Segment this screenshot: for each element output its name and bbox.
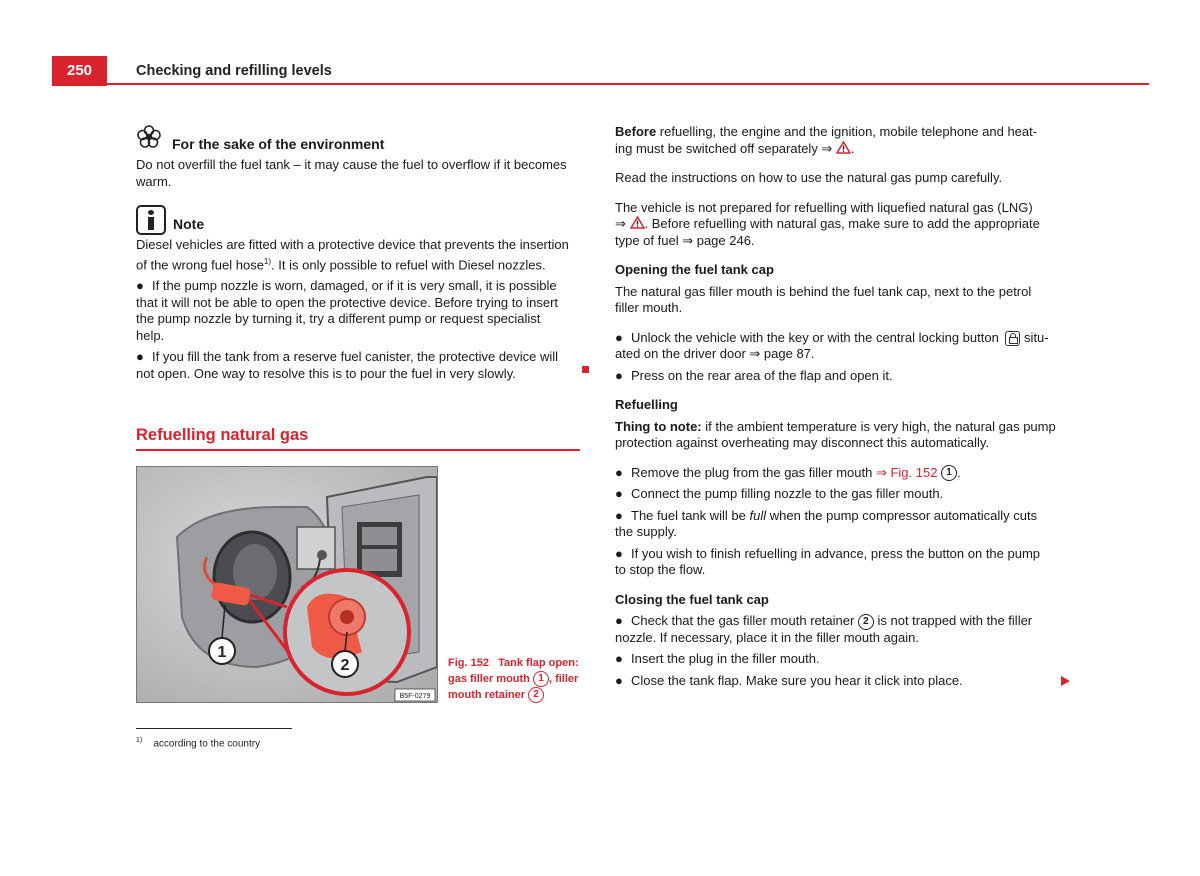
figure-reference-link[interactable]: ⇒ Fig. 152 — [875, 464, 938, 480]
page-number: 250 — [52, 56, 107, 86]
warning-icon — [630, 216, 645, 229]
svg-text:2: 2 — [340, 657, 350, 674]
footnote: $^{1)}$ according to the country — [136, 737, 261, 750]
warning-icon — [836, 141, 851, 154]
svg-text:1: 1 — [217, 644, 227, 661]
section-rule — [136, 449, 580, 451]
running-title: Checking and refilling levels — [136, 63, 332, 79]
figure-caption: Fig. 152 Tank flap open: gas filler mouth 1 , filler mouth retainer 2 — [448, 656, 588, 703]
heading-refuelling: Refuelling — [615, 397, 678, 412]
tank-flap-illustration — [137, 467, 437, 702]
note-title: Note — [173, 216, 205, 232]
continue-arrow-icon — [1061, 676, 1070, 686]
footnote-rule — [136, 728, 292, 729]
lock-button-icon — [1005, 331, 1020, 346]
end-of-section-mark — [582, 366, 589, 373]
right-column: Before refuelling, the engine and the ignition, mobile telephone and heat- ing must be switched off separately ⇒ . Read the instructions on how to use the natural gas pump carefully. The vehicle is not prepared for refuelling with liquefied natural gas (LNG) ⇒ . Before refuelling with natural gas, make sure to add the appropriate type of fuel ⇒ page 246. Opening the fuel tank cap The natural gas filler mouth is behind the fuel tank cap, next to the petrol filler mouth. ● Unlock the vehicle with the key or with the central locking button situ- ated on the driver door ⇒ page 87. ● Press on the rear area of the flap and open it. Refuelling Thing to note: if the ambient temperature is very high, the natural gas pump protection against overheating may disconnect this automatically. ● Remove the plug from the gas filler mouth ⇒ Fig. 152 1 . ● Connect the pump filling nozzle to the gas filler mouth. ● The fuel tank will be full when the pump compressor automatically cuts the supply. ● If you wish to finish refuelling in advance, press the button on the pump to stop the flow. Closing the fuel tank cap ● Check that the gas filler mouth retainer 2 is not trapped with the filler nozzle. If necessary, place it in the filler mouth again. ● Insert the plug in the filler mouth. ● Close the tank flap. Make sure you hear it click into place. — [615, 124, 1065, 689]
figure-code: B5F-0279 — [399, 693, 431, 700]
figure-illustration — [136, 466, 438, 703]
environment-title: For the sake of the environment — [172, 136, 385, 152]
environment-text: Do not overfill the fuel tank – it may cause the fuel to overflow if it becomes warm. — [136, 157, 567, 189]
flower-icon — [136, 124, 162, 150]
header-rule — [52, 83, 1149, 85]
section-title: Refuelling natural gas — [136, 426, 309, 444]
note-text: Diesel vehicles are fitted with a protective device that prevents the insertion of the wrong fuel hose$^{1)}$. It is only possible to refuel with Diesel nozzles. ● If the pump nozzle is worn, damaged, or if it is very small, it is possible that it will not be able to open the protective device. Before trying to insert the pump nozzle by turning it, try a different pump or request specialist help. ● If you fill the tank from a reserve fuel canister, the protective device will not open. One way to resolve this is to pour the fuel in very slowly. — [136, 237, 569, 381]
heading-closing: Closing the fuel tank cap — [615, 591, 769, 607]
heading-opening: Opening the fuel tank cap — [615, 262, 774, 277]
info-icon — [136, 205, 166, 235]
